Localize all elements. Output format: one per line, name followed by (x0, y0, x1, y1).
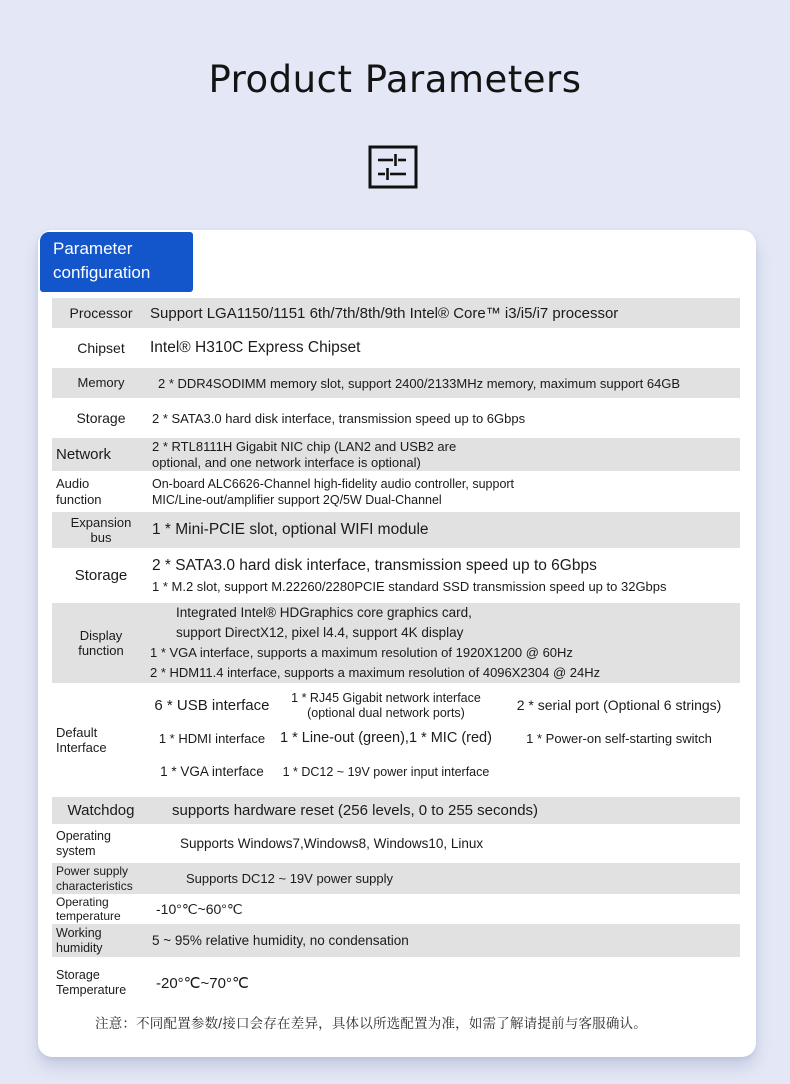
spec-row-operating-system (52, 824, 740, 863)
spec-value: Supports Windows7,Windows8, Windows10, Linux (180, 836, 484, 851)
lineout-mic-cell: 1 * Line-out (green),1 * MIC (red) (280, 730, 492, 747)
spec-row-operating-temperature (52, 894, 740, 924)
spec-label: Watchdog (67, 801, 135, 819)
filter-sliders-icon (368, 145, 418, 189)
tag-line-2: configuration (53, 263, 151, 282)
spec-label: Power supply characteristics (56, 864, 133, 893)
spec-label: Display function (78, 627, 124, 658)
interface-grid (150, 683, 740, 797)
spec-label: Storage (76, 409, 126, 426)
spec-row-working-humidity (52, 924, 740, 957)
dc-input-cell: 1 * DC12 ~ 19V power input interface (282, 764, 490, 779)
parameter-configuration-tag (40, 232, 193, 292)
spec-label: Chipset (77, 339, 125, 356)
spec-table (52, 298, 740, 1009)
spec-value: 2 * DDR4SODIMM memory slot, support 2400/2133MHz memory, maximum support 64GB (158, 375, 681, 391)
spec-label: Processor (69, 304, 133, 321)
spec-label: Expansion bus (70, 514, 132, 545)
spec-value: Supports DC12 ~ 19V power supply (186, 871, 394, 886)
rj45-interface-cell: 1 * RJ45 Gigabit network interface (optional dual network ports) (291, 690, 481, 720)
spec-row-expansion-bus (52, 512, 740, 548)
tag-line-1: Parameter (53, 239, 133, 258)
spec-value: On-board ALC6626-Channel high-fidelity audio controller, support MIC/Line-out/amplifier support 2Q/5W Dual-Channel (152, 476, 515, 507)
spec-value: Integrated Intel® HDGraphics core graphics card, support DirectX12, pixel l4.4, support 4K display 1 * VGA interface, supports a maximum resolution of 1920X1200 @ 60Hz 2 * HDM11.4 interface, supports a maximum resolution of 4096X2304 @ 24Hz (150, 605, 601, 680)
power-switch-cell: 1 * Power-on self-starting switch (526, 731, 712, 747)
spec-value: -10°℃~60°℃ (156, 900, 243, 917)
spec-label: Operating temperature (56, 894, 121, 923)
spec-row-default-interface (52, 683, 740, 797)
spec-row-memory (52, 368, 740, 398)
spec-row-processor (52, 298, 740, 328)
spec-value: -20°℃~70°℃ (156, 975, 249, 992)
serial-port-cell: 2 * serial port (Optional 6 strings) (516, 697, 722, 714)
spec-value: supports hardware reset (256 levels, 0 to 255 seconds) (172, 802, 539, 819)
spec-value: 1 * Mini-PCIE slot, optional WIFI module (152, 521, 429, 538)
spec-row-chipset (52, 328, 740, 368)
spec-row-storage-2 (52, 548, 740, 603)
usb-interface-cell: 6 * USB interface (154, 696, 270, 714)
spec-label: Default Interface (56, 724, 107, 755)
spec-label: Storage Temperature (56, 968, 127, 997)
spec-value: Support LGA1150/1151 6th/7th/8th/9th Intel® Core™ i3/i5/i7 processor (150, 304, 619, 322)
spec-label: Network (56, 445, 112, 463)
page-title: Product Parameters (208, 58, 582, 101)
interface-grid-row (150, 756, 740, 789)
spec-row-watchdog (52, 797, 740, 824)
spec-row-network (52, 438, 740, 471)
disclaimer-note: 注意：不同配置参数/接口会存在差异，具体以所选配置为准，如需了解请提前与客服确认。 (95, 1016, 647, 1031)
interface-grid-row (150, 689, 740, 722)
spec-label: Working humidity (56, 925, 103, 955)
spec-row-storage (52, 398, 740, 438)
spec-row-audio-function (52, 471, 740, 512)
empty-cell (498, 756, 740, 789)
spec-value: 2 * RTL8111H Gigabit NIC chip (LAN2 and USB2 are optional, and one network interface is optional) (152, 438, 457, 470)
spec-label: Operating system (56, 828, 111, 858)
spec-row-storage-temperature (52, 957, 740, 1009)
spec-value: 2 * SATA3.0 hard disk interface, transmission speed up to 6Gbps (152, 410, 526, 426)
spec-value: Intel® H310C Express Chipset (150, 339, 361, 356)
spec-panel (38, 230, 756, 1057)
spec-row-display-function (52, 603, 740, 683)
spec-value: 5 ~ 95% relative humidity, no condensation (152, 933, 409, 948)
interface-grid-row (150, 722, 740, 755)
spec-value: 2 * SATA3.0 hard disk interface, transmission speed up to 6Gbps 1 * M.2 slot, support M.22260/2280PCIE standard SSD transmission speed up to 32Gbps (152, 557, 667, 594)
spec-row-power-supply (52, 863, 740, 894)
spec-label: Audio function (56, 476, 102, 507)
spec-label: Storage (74, 566, 128, 584)
hdmi-interface-cell: 1 * HDMI interface (158, 731, 266, 747)
spec-label: Memory (77, 375, 125, 391)
vga-interface-cell: 1 * VGA interface (160, 764, 264, 780)
